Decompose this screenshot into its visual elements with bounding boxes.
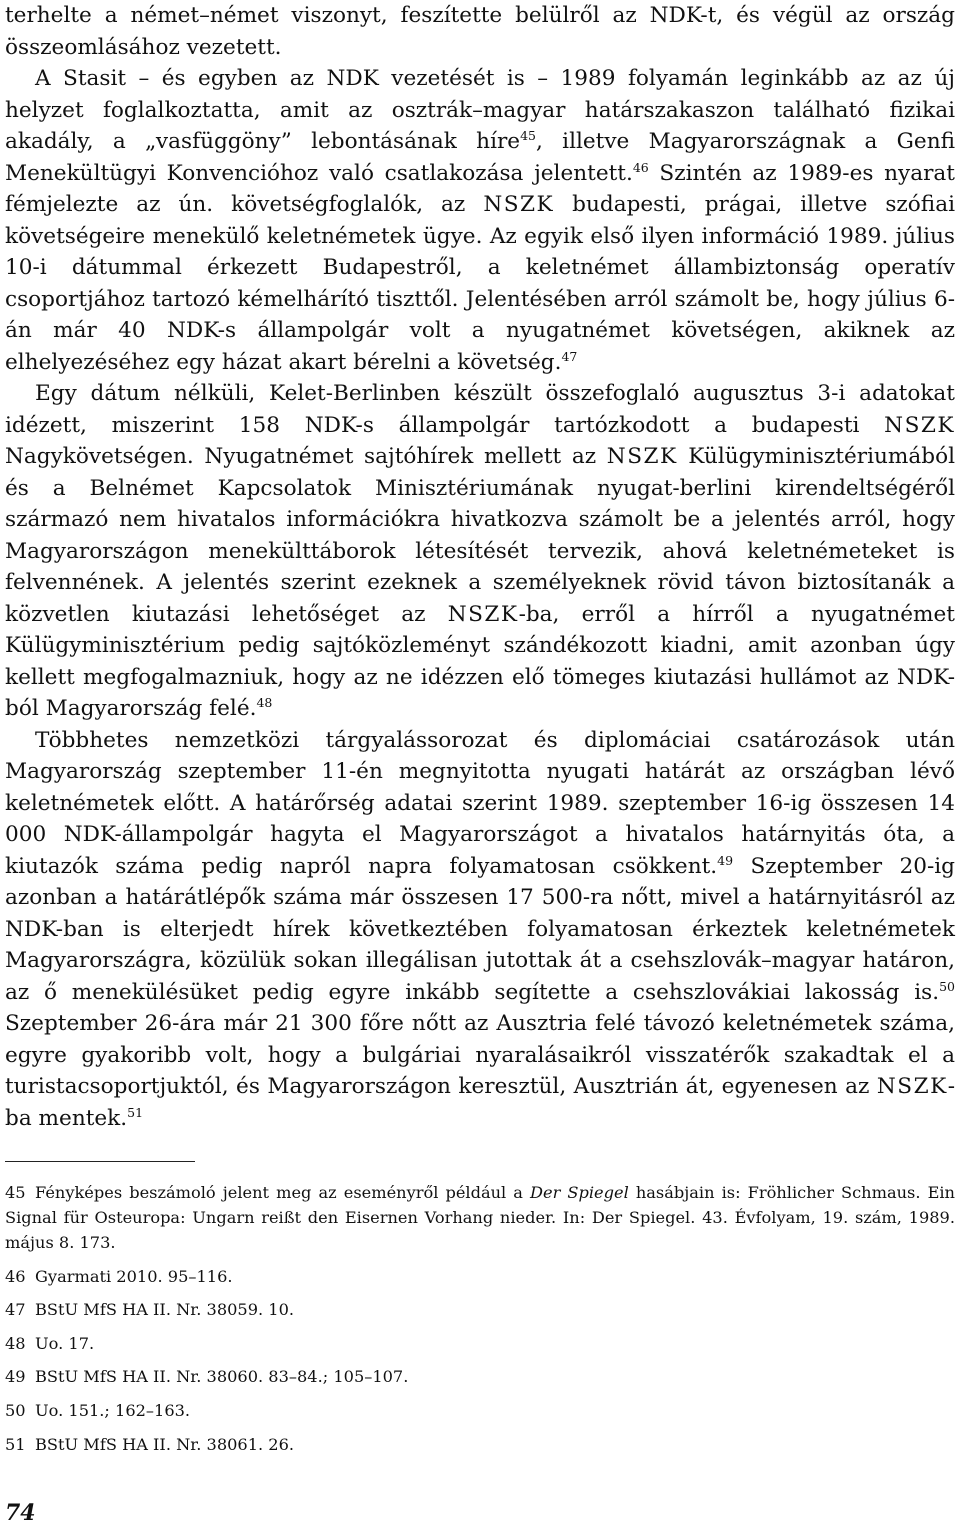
footnote-italic-title: Der Spiegel (530, 1183, 629, 1202)
footnote-text: BStU MfS HA II. Nr. 38060. 83–84.; 105–107. (35, 1367, 409, 1387)
paragraph-text: A Stasit – és egyben az NDK vezetését is – 1989 folyamán leginkább az az új helyzet foglalkoztatta, amit az osztrák–magyar határszakaszon található fizikai akadály, a „vasfüggöny” lebontásának híre (5, 66, 955, 154)
footnote-number: 49 (5, 1367, 26, 1387)
abbreviation-nszk: NSZK (884, 412, 955, 438)
footnote-ref-45[interactable]: 45 (520, 128, 536, 143)
paragraph-text: Szintén az 1989-es nyarat fémjelezte az ún. követségfoglalók, az (5, 160, 955, 217)
paragraph-4 (5, 725, 955, 1135)
footnote-ref-51[interactable]: 51 (127, 1104, 144, 1120)
footnote-48 (5, 1331, 955, 1356)
footnote-text: BStU MfS HA II. Nr. 38059. 10. (35, 1300, 295, 1320)
footnote-49 (5, 1364, 955, 1389)
paragraph-2 (5, 63, 955, 378)
footnote-ref-46[interactable]: 46 (632, 159, 649, 175)
footnote-number: 48 (5, 1333, 26, 1353)
footnote-number: 51 (5, 1434, 26, 1454)
paragraph-text: -ba, erről a hírről a nyugatnémet Külügyminisztérium pedig sajtóközleményt szándékozott kiadni, amit azonban úgy kellett megfogalmazniuk, hogy az ne idézzen elő tömeges kiutazási hullámot az NDK-ból Magyarország felé. (5, 601, 955, 721)
paragraph-text: Szeptember 26-ára már 21 300 főre nőtt az Ausztria felé távozó keletnémetek száma, egyre gyakoribb volt, hogy a bulgáriai nyaralásaikról visszatérők szakadtak el a turistacsoportjuktól, és Magyarországon keresztül, Ausztrián át, egyenesen az (5, 1011, 955, 1099)
footnote-ref-50[interactable]: 50 (939, 978, 955, 994)
paragraph-text: budapesti, prágai, illetve szófiai követségeire menekülő keletnémetek ügye. Az egyik első ilyen információ 1989. július 10-i dátummal érkezett Budapestről, a keletnémet állambiztonság operatív csoportjához tartozó kémelhárító tiszttől. Jelentésében arról számolt be, hogy július 6-án már 40 NDK-s állampolgár volt a nyugatnémet követségen, akiknek az elhelyezéséhez egy házat akart bérelni a követség. (5, 192, 955, 375)
footnote-text: Fényképes beszámoló jelent meg az eseményről például a (35, 1183, 531, 1202)
footnote-ref-48[interactable]: 48 (256, 695, 273, 710)
paragraph-1 (5, 0, 955, 63)
footnote-text: Uo. 151.; 162–163. (35, 1400, 191, 1420)
footnote-text: Gyarmati 2010. 95–116. (35, 1266, 233, 1286)
document-page (5, 0, 955, 1526)
footnote-number: 50 (5, 1400, 26, 1420)
paragraph-text: Külügyminisztériumából és a Belnémet Kapcsolatok Minisztériumának nyugat-berlini kirendeltségéről származó nem hivatalos információkra hivatkozva számolt be a jelentés arról, hogy Magyarországon menekülttáborok létesítését tervezik, ahová keletnémeteket is felvennének. A jelentés szerint ezeknek a személyeknek rövid távon biztosítanák a közvetlen kiutazási lehetőséget az (5, 444, 955, 627)
paragraph-text: -ba mentek. (5, 1074, 955, 1131)
paragraph-text: Nagykövetségen. Nyugatnémet sajtóhírek mellett az (5, 444, 607, 469)
footnote-ref-49[interactable]: 49 (717, 852, 734, 868)
paragraph-text: Többhetes nemzetközi tárgyalássorozat és diplomáciai csatározások után Magyarország szeptember 11-én megnyitotta nyugati határát az országban lévő keletnémetek előtt. A határőrség adatai szerint 1989. szeptember 16-ig összesen 14 000 NDK-állampolgár hagyta el Magyarországot a hivatalos határnyitás óta, a kiutazók száma pedig napról napra folyamatosan csökkent. (5, 727, 955, 879)
footnote-text: hasábjain is: Fröhlicher Schmaus. Ein Signal für Osteuropa: Ungarn reißt den Eisernen Vorhang nieder. In: Der Spiegel. 43. Évfolyam, 19. szám, 1989. május 8. 173. (5, 1183, 955, 1252)
footnote-separator (5, 1161, 195, 1162)
paragraph-3 (5, 378, 955, 725)
footnote-50 (5, 1398, 955, 1423)
footnote-number: 47 (5, 1300, 26, 1320)
page-number: 74 (5, 1500, 36, 1526)
paragraph-text: terhelte a német–német viszonyt, feszítette belülről az NDK-t, és végül az ország összeomlásához vezetett. (5, 3, 955, 60)
abbreviation-nszk: NSZK (876, 1074, 948, 1099)
abbreviation-nszk: NSZK (606, 444, 678, 469)
footnotes (5, 1180, 955, 1465)
footnote-number: 46 (5, 1266, 26, 1286)
footnote-text: BStU MfS HA II. Nr. 38061. 26. (35, 1434, 295, 1454)
footnote-number: 45 (5, 1183, 26, 1202)
footnote-text: Uo. 17. (35, 1333, 95, 1353)
footnote-51 (5, 1432, 955, 1457)
abbreviation-nszk: NSZK (483, 192, 555, 217)
footnote-ref-47[interactable]: 47 (561, 348, 578, 364)
footnote-46 (5, 1264, 955, 1289)
paragraph-text: , illetve Magyarországnak a Genfi Menekültügyi Konvencióhoz való csatlakozása jelentett. (5, 129, 955, 186)
abbreviation-nszk: NSZK (447, 601, 519, 627)
paragraph-text: Szeptember 20-ig azonban a határátlépők száma már összesen 17 500-ra nőtt, mivel a határnyitásról az NDK-ban is elterjedt hírek következtében folyamatosan érkeztek keletnémetek Magyarországra, közülük sokan illegálisan jutottak át a csehszlovák–magyar határon, az ő menekülésüket pedig egyre inkább segítette a csehszlovákiai lakosság is. (5, 853, 955, 1005)
footnote-47 (5, 1297, 955, 1322)
paragraph-text: Egy dátum nélküli, Kelet-Berlinben készült összefoglaló augusztus 3-i adatokat idézett, miszerint 158 NDK-s állampolgár tartózkodott a budapesti (5, 381, 955, 438)
footnote-45 (5, 1180, 955, 1255)
